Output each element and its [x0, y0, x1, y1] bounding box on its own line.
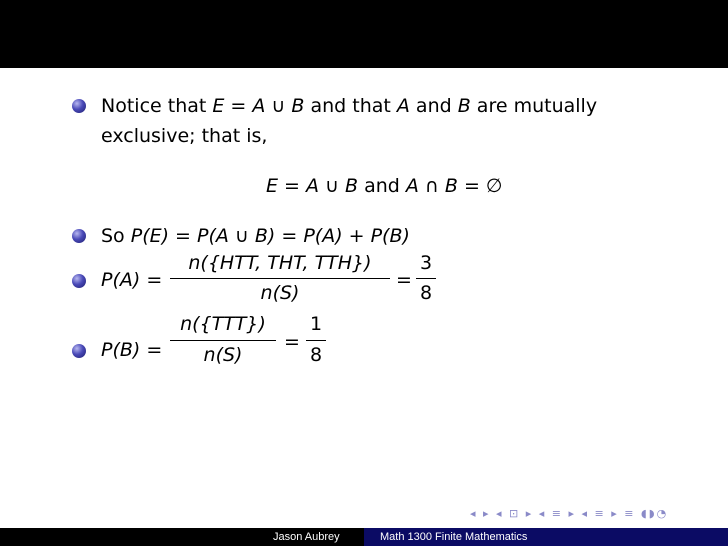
result-numerator: 3: [419, 252, 433, 274]
result-denominator: 8: [419, 282, 433, 304]
math-op: =: [224, 95, 253, 117]
math-op: =: [278, 175, 307, 197]
math-var: B: [345, 175, 359, 197]
fraction-denominator: n(S): [203, 344, 243, 366]
fraction-bar: [170, 278, 390, 279]
text: and: [409, 95, 458, 117]
bullet-2: [101, 224, 410, 248]
math-var: A: [306, 175, 320, 197]
math-var: A: [405, 175, 419, 197]
equals-sign: =: [396, 269, 412, 291]
text: So: [101, 225, 131, 247]
fraction-bar: [306, 340, 326, 341]
section-nav: [0, 0, 364, 68]
fraction-numerator: n({HTT, THT, TTH}): [188, 252, 372, 274]
math-op: = ∅: [457, 175, 503, 197]
bullet-icon: [72, 99, 86, 113]
result-denominator: 8: [309, 344, 323, 366]
math-var: E: [266, 175, 279, 197]
equals-sign: =: [284, 331, 300, 353]
fraction-bar: [170, 340, 276, 341]
math-op: ∪: [265, 95, 292, 117]
fraction-denominator: n(S): [260, 282, 300, 304]
math-var: E: [212, 95, 225, 117]
bullet-1-line-2: exclusive; that is,: [101, 125, 268, 147]
beamer-nav-icons[interactable]: ◂ ▸ ◂ ⊡ ▸ ◂ ≡ ▸ ◂ ≡ ▸ ≡ ◖◗◔: [470, 507, 669, 520]
math-var: B: [444, 175, 458, 197]
footer-course: Math 1300 Finite Mathematics: [380, 531, 528, 543]
bullet-4-lhs: P(B) =: [101, 339, 163, 361]
result-numerator: 1: [309, 313, 323, 335]
math-var: B: [457, 95, 471, 117]
display-equation: [266, 174, 503, 198]
math-var: A: [396, 95, 410, 117]
text: and: [358, 175, 406, 197]
footer-author: Jason Aubrey: [273, 531, 340, 543]
math-op: ∪: [319, 175, 346, 197]
bullet-3-lhs: P(A) =: [101, 269, 163, 291]
bullet-icon: [72, 344, 86, 358]
math-op: ∩: [418, 175, 445, 197]
text: Notice that: [101, 95, 213, 117]
bullet-1-line-1: [101, 94, 597, 118]
fraction-numerator: n({TTT}): [180, 313, 266, 335]
bullet-icon: [72, 274, 86, 288]
text: are mutually: [470, 95, 598, 117]
bullet-icon: [72, 229, 86, 243]
math-var: A: [252, 95, 266, 117]
fraction-bar: [416, 278, 436, 279]
math-var: B: [291, 95, 305, 117]
text: and that: [304, 95, 397, 117]
math-expression: P(E) = P(A ∪ B) = P(A) + P(B): [130, 225, 410, 247]
